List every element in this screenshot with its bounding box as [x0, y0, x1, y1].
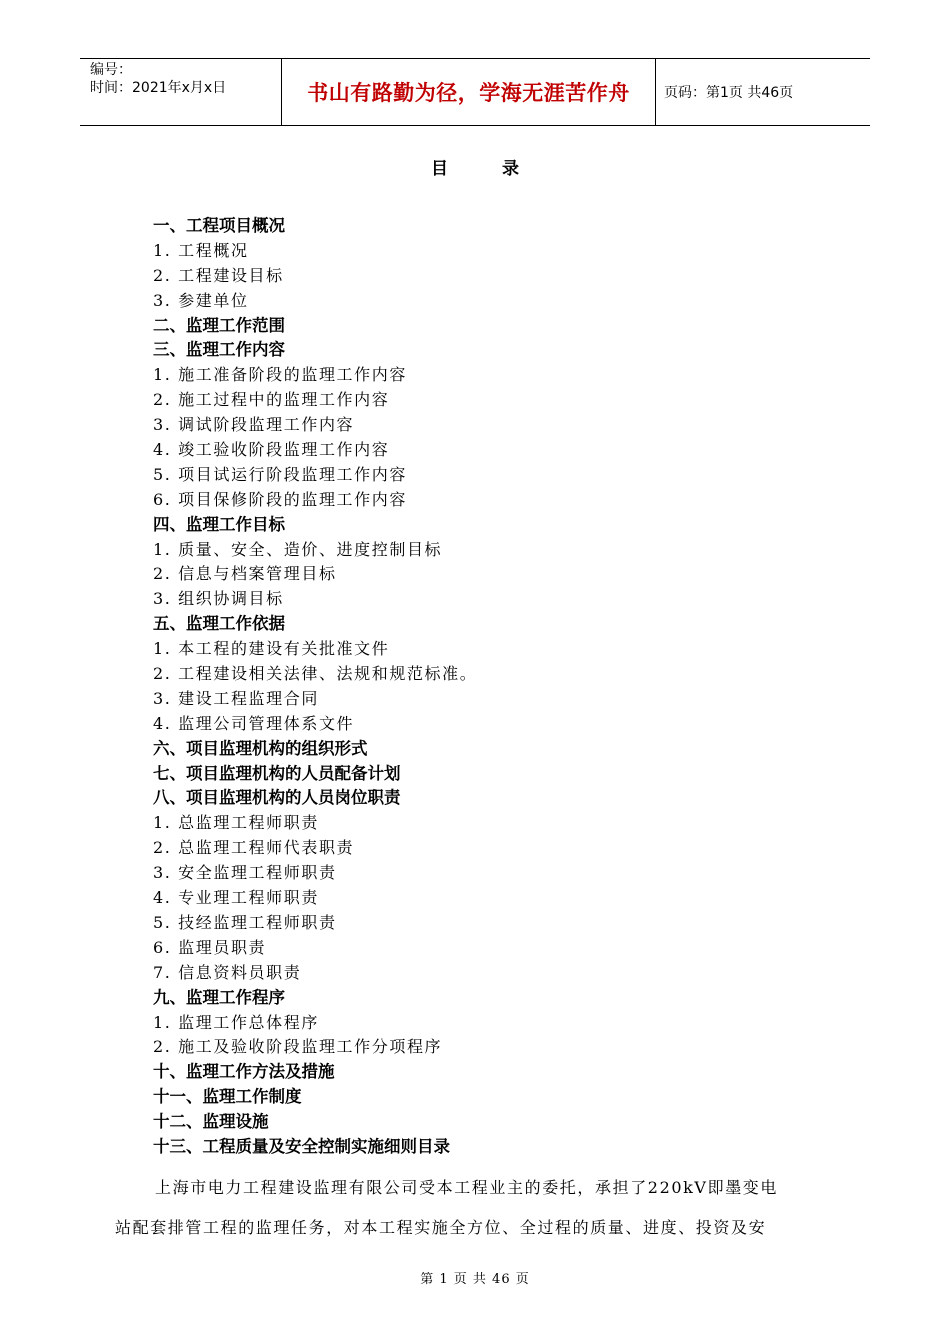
toc-heading[interactable]: 九、监理工作程序 [153, 987, 285, 1007]
toc-subitem[interactable]: 3. 组织协调目标 [153, 589, 284, 609]
toc-subitem[interactable]: 2. 信息与档案管理目标 [153, 564, 337, 584]
toc-heading[interactable]: 七、项目监理机构的人员配备计划 [153, 763, 401, 783]
toc-subitem[interactable]: 5. 技经监理工程师职责 [153, 912, 337, 932]
toc-title [0, 154, 950, 179]
toc-heading[interactable]: 十二、监理设施 [153, 1112, 269, 1132]
toc-heading[interactable]: 十三、工程质量及安全控制实施细则目录 [153, 1136, 450, 1156]
toc-subitem[interactable]: 2. 总监理工程师代表职责 [153, 838, 355, 858]
header-motto: 书山有路勤为径，学海无涯苦作舟 [282, 59, 656, 125]
toc-subitem[interactable]: 1. 工程概况 [153, 240, 249, 260]
document-header [80, 58, 870, 126]
toc-subitem[interactable]: 3. 建设工程监理合同 [153, 688, 319, 708]
toc-subitem[interactable]: 4. 专业理工程师职责 [153, 888, 319, 908]
toc-subitem[interactable]: 7. 信息资料员职责 [153, 962, 302, 982]
toc-heading[interactable]: 四、监理工作目标 [153, 514, 285, 534]
toc-subitem[interactable]: 3. 参建单位 [153, 290, 249, 310]
toc-subitem[interactable]: 2. 施工过程中的监理工作内容 [153, 390, 390, 410]
toc-heading[interactable]: 二、监理工作范围 [153, 315, 285, 335]
page-footer: 第 1 页 共 46 页 [420, 1272, 530, 1287]
toc-subitem[interactable]: 1. 质量、安全、造价、进度控制目标 [153, 539, 443, 559]
toc-heading[interactable]: 五、监理工作依据 [153, 614, 285, 634]
toc-subitem[interactable]: 6. 监理员职责 [153, 937, 267, 957]
toc-heading[interactable]: 六、项目监理机构的组织形式 [153, 738, 368, 758]
toc-subitem[interactable]: 3. 安全监理工程师职责 [153, 863, 337, 883]
toc-subitem[interactable]: 3. 调试阶段监理工作内容 [153, 415, 355, 435]
header-meta [80, 59, 282, 125]
body-paragraph [115, 1168, 843, 1248]
toc-subitem[interactable]: 1. 施工准备阶段的监理工作内容 [153, 365, 407, 385]
time-label: 时间：2021年x月x日 [90, 80, 227, 96]
toc-subitem[interactable]: 2. 施工及验收阶段监理工作分项程序 [153, 1037, 443, 1057]
toc-subitem[interactable]: 4. 竣工验收阶段监理工作内容 [153, 440, 390, 460]
toc-list [153, 214, 477, 1160]
body-line-2: 站配套排管工程的监理任务，对本工程实施全方位、全过程的质量、进度、投资及安 [115, 1218, 767, 1237]
toc-subitem[interactable]: 1. 本工程的建设有关批准文件 [153, 639, 390, 659]
toc-subitem[interactable]: 1. 总监理工程师职责 [153, 813, 319, 833]
toc-subitem[interactable]: 2. 工程建设相关法律、法规和规范标准。 [153, 664, 478, 684]
body-line-1: 上海市电力工程建设监理有限公司受本工程业主的委托，承担了220kV即墨变电 [155, 1178, 778, 1197]
toc-subitem[interactable]: 4. 监理公司管理体系文件 [153, 713, 355, 733]
number-label: 编号： [90, 62, 132, 78]
toc-heading[interactable]: 八、项目监理机构的人员岗位职责 [153, 788, 401, 808]
toc-subitem[interactable]: 1. 监理工作总体程序 [153, 1012, 319, 1032]
header-page-label: 页码：第1页 共46页 [664, 85, 794, 101]
toc-heading[interactable]: 十、监理工作方法及措施 [153, 1062, 335, 1082]
toc-heading[interactable]: 一、工程项目概况 [153, 216, 285, 235]
toc-subitem[interactable]: 5. 项目试运行阶段监理工作内容 [153, 464, 407, 484]
toc-heading[interactable]: 三、监理工作内容 [153, 340, 285, 360]
toc-title-part1: 目 [431, 159, 448, 179]
toc-heading[interactable]: 十一、监理工作制度 [153, 1087, 302, 1107]
toc-title-part2: 录 [502, 159, 519, 179]
toc-subitem[interactable]: 2. 工程建设目标 [153, 265, 284, 285]
toc-subitem[interactable]: 6. 项目保修阶段的监理工作内容 [153, 489, 407, 509]
